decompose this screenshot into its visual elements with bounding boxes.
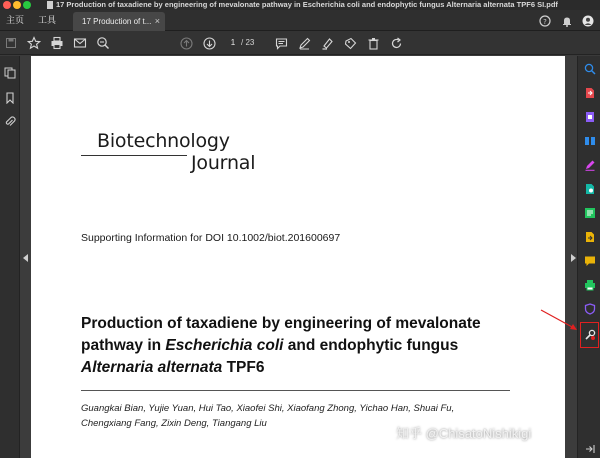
page-down-icon[interactable] <box>200 34 218 52</box>
print-icon[interactable] <box>48 34 66 52</box>
zoom-search-icon[interactable] <box>583 62 596 75</box>
paper-title-species1: Escherichia coli <box>165 337 284 354</box>
paper-title-part1: Production of taxadiene by engineering of mevalonate pathway in <box>81 315 481 354</box>
delete-icon[interactable] <box>364 34 382 52</box>
journal-logo-rule <box>81 155 187 156</box>
attachment-icon[interactable] <box>3 115 17 129</box>
watermark: 知乎 @ChisatoNishikigi <box>396 426 532 441</box>
notification-bell-icon[interactable] <box>560 14 573 27</box>
paper-title-part3: TPF6 <box>222 359 265 376</box>
svg-text:?: ? <box>542 17 547 26</box>
save-icon[interactable] <box>2 34 20 52</box>
paper-title <box>81 313 521 379</box>
pages-thumbnail-icon[interactable] <box>3 66 17 80</box>
export-pdf-icon[interactable] <box>583 86 596 99</box>
collapse-left-panel-icon[interactable] <box>23 254 29 262</box>
account-avatar-icon[interactable] <box>581 14 594 27</box>
export-icon[interactable] <box>583 230 596 243</box>
annotation-arrow-icon <box>540 309 580 333</box>
print-production-icon[interactable] <box>583 278 596 291</box>
tab-bar <box>0 10 600 31</box>
highlighter-icon[interactable] <box>318 34 336 52</box>
document-icon <box>47 1 53 9</box>
paper-title-part2: and endophytic fungus <box>283 337 459 354</box>
window-title: 17 Production of taxadiene by engineering of mevalonate pathway in Escherichia coli and endophytic fungus Alternaria alternata TPF6 SI.pdf <box>56 0 558 9</box>
author-line-1: Guangkai Bian, Yujie Yuan, Hui Tao, Xiaofei Shi, Xiaofang Zhong, Yichao Han, Shuai Fu, <box>81 403 455 414</box>
comment-icon[interactable] <box>272 34 290 52</box>
comment-tool-icon[interactable] <box>583 254 596 267</box>
protect-icon[interactable] <box>583 302 596 315</box>
tab-home[interactable]: 主页 <box>6 15 25 25</box>
zoom-out-icon[interactable] <box>94 34 112 52</box>
left-navigation-panel <box>0 56 20 458</box>
tab-tools[interactable]: 工具 <box>38 15 57 25</box>
stamp-icon[interactable] <box>341 34 359 52</box>
rotate-icon[interactable] <box>387 34 405 52</box>
highlight-box <box>580 322 599 348</box>
email-icon[interactable] <box>71 34 89 52</box>
pdf-page <box>31 56 565 458</box>
page-total-label: / 23 <box>241 38 255 47</box>
page-up-icon[interactable] <box>177 34 195 52</box>
toolbar <box>0 31 600 55</box>
bookmark-icon[interactable] <box>3 91 17 105</box>
collapse-right-panel-icon[interactable] <box>570 254 576 262</box>
journal-logo-line1: Biotechnology <box>97 130 230 152</box>
tab-document-label: 17 Production of t... <box>82 17 152 26</box>
organize-pages-icon[interactable] <box>583 134 596 147</box>
bookmark-star-icon[interactable] <box>25 34 43 52</box>
journal-logo-line2: Journal <box>191 152 256 174</box>
paper-title-species2: Alternaria alternata <box>81 359 223 376</box>
page-number-input[interactable]: 1 <box>230 38 236 47</box>
help-icon[interactable] <box>538 14 551 27</box>
tab-document[interactable] <box>73 12 165 31</box>
tab-close-icon[interactable]: × <box>154 16 160 26</box>
combine-files-icon[interactable] <box>583 206 596 219</box>
fill-sign-icon[interactable] <box>583 158 596 171</box>
expand-icon[interactable] <box>583 442 596 455</box>
supporting-info-line: Supporting Information for DOI 10.1002/biot.201600697 <box>81 232 341 244</box>
create-pdf-icon[interactable] <box>583 110 596 123</box>
pen-icon[interactable] <box>295 34 313 52</box>
title-divider <box>81 390 510 391</box>
author-line-2: Chengxiang Fang, Zixin Deng, Tiangang Liu <box>81 418 267 429</box>
close-window-button[interactable] <box>3 1 11 9</box>
zoom-window-button[interactable] <box>23 1 31 9</box>
minimize-window-button[interactable] <box>13 1 21 9</box>
edit-pdf-icon[interactable] <box>583 182 596 195</box>
right-tools-rail <box>577 56 600 458</box>
title-bar <box>0 0 600 10</box>
